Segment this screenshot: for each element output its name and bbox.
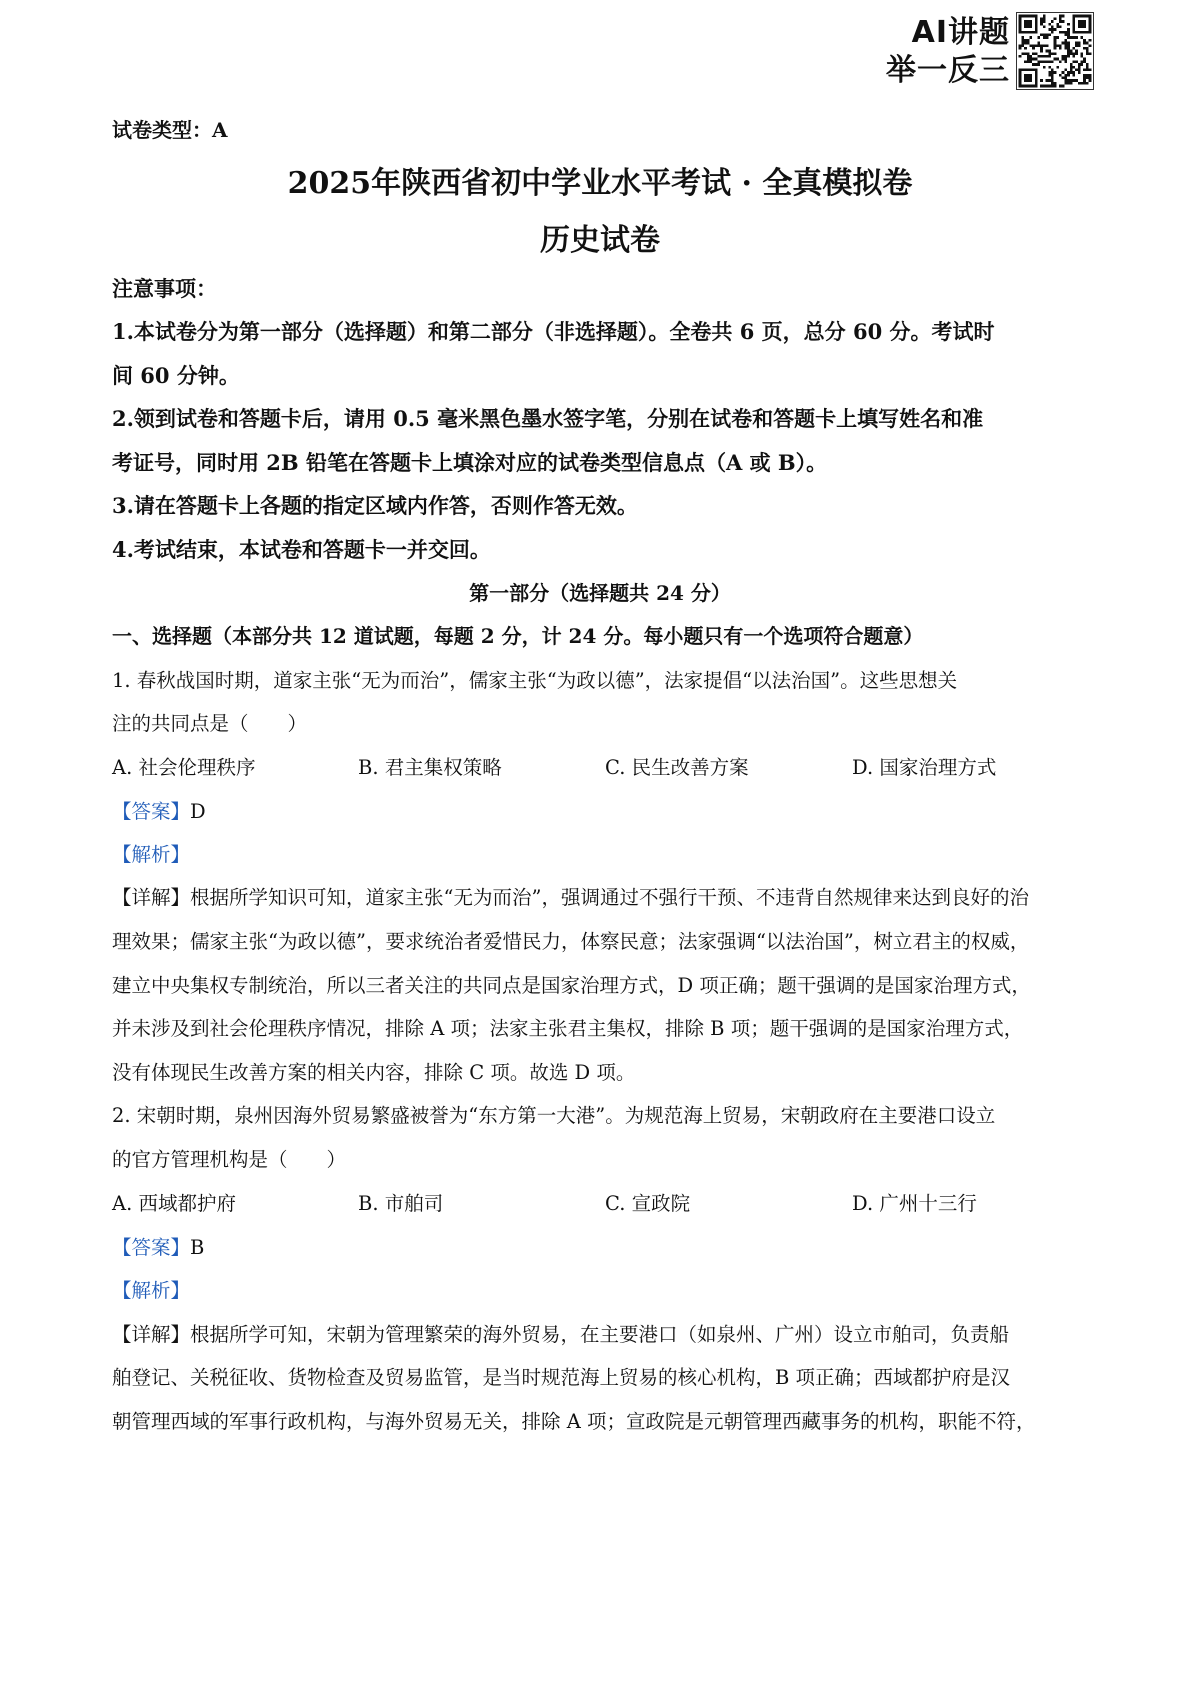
notice-line: 4.考试结束，本试卷和答题卡一并交回。 [112, 537, 491, 562]
ai-explain-badge[interactable] [872, 12, 1112, 94]
detail-line: 理效果；儒家主张“为政以德”，要求统治者爱惜民力，体察民意；法家强调“以法治国”，树立君主的权威， [112, 930, 1030, 953]
section-heading: 一、选择题（本部分共 12 道试题，每题 2 分，计 24 分。每小题只有一个选项符合题意） [112, 624, 924, 648]
detail-line: 并未涉及到社会伦理秩序情况，排除 A 项；法家主张君主集权，排除 B 项；题干强调的是国家治理方式， [112, 1017, 1024, 1040]
answer-row [112, 1232, 1100, 1260]
badge-line-1: AI讲题 [911, 15, 1010, 50]
detail-tag: 【详解】 [112, 886, 191, 909]
option-c: C. 民生改善方案 [605, 756, 749, 779]
option-d: D. 广州十三行 [852, 1192, 977, 1215]
paper-type: 试卷类型：A [112, 118, 228, 142]
option-c: C. 宣政院 [605, 1192, 691, 1215]
question-stem: 注的共同点是（ ） [112, 712, 308, 735]
badge-line-2: 举一反三 [886, 53, 1010, 88]
badge-text [872, 14, 1010, 90]
answer-value: B [190, 1236, 205, 1259]
option-b: B. 市舶司 [358, 1192, 444, 1215]
option-d: D. 国家治理方式 [852, 756, 997, 779]
detail-line: 朝管理西域的军事行政机构，与海外贸易无关，排除 A 项；宣政院是元朝管理西藏事务的机构，职能不符， [112, 1410, 1036, 1433]
detail-text: 根据所学知识可知，道家主张“无为而治”，强调通过不强行干预、不违背自然规律来达到良好的治 [190, 886, 1029, 909]
notice-line: 间 60 分钟。 [112, 363, 240, 388]
option-b: B. 君主集权策略 [358, 756, 502, 779]
analysis-tag: 【解析】 [112, 843, 191, 866]
qr-code-icon[interactable] [1016, 12, 1094, 90]
option-a: A. 西域都护府 [112, 1192, 236, 1215]
option-a: A. 社会伦理秩序 [112, 756, 256, 779]
detail-line [112, 882, 1100, 910]
answer-tag: 【答案】 [112, 800, 191, 823]
analysis-tag: 【解析】 [112, 1279, 191, 1302]
question-stem: 2. 宋朝时期，泉州因海外贸易繁盛被誉为“东方第一大港”。为规范海上贸易，宋朝政府在主要港口设立 [112, 1104, 996, 1127]
part-heading: 第一部分（选择题共 24 分） [469, 581, 731, 605]
detail-line: 没有体现民生改善方案的相关内容，排除 C 项。故选 D 项。 [112, 1061, 636, 1084]
answer-row [112, 796, 1100, 824]
notice-line: 2.领到试卷和答题卡后，请用 0.5 毫米黑色墨水签字笔，分别在试卷和答题卡上填写姓名和准 [112, 406, 984, 431]
question-stem: 1. 春秋战国时期，道家主张“无为而治”，儒家主张“为政以德”，法家提倡“以法治国”。这些思想关 [112, 669, 958, 692]
notice-heading: 注意事项： [112, 276, 217, 301]
detail-line [112, 1319, 1100, 1347]
detail-line: 舶登记、关税征收、货物检查及贸易监管，是当时规范海上贸易的核心机构，B 项正确；西域都护府是汉 [112, 1366, 1011, 1389]
page-title: 2025年陕西省初中学业水平考试 · 全真模拟卷 [287, 166, 913, 201]
question-stem: 的官方管理机构是（ ） [112, 1148, 347, 1171]
answer-value: D [190, 800, 206, 823]
notice-line: 3.请在答题卡上各题的指定区域内作答，否则作答无效。 [112, 493, 638, 518]
detail-text: 根据所学可知，宋朝为管理繁荣的海外贸易，在主要港口（如泉州、广州）设立市舶司，负责船 [190, 1323, 1010, 1346]
notice-line: 1.本试卷分为第一部分（选择题）和第二部分（非选择题）。全卷共 6 页，总分 60 分。考试时 [112, 319, 995, 344]
page-subtitle: 历史试卷 [540, 223, 660, 258]
detail-line: 建立中央集权专制统治，所以三者关注的共同点是国家治理方式，D 项正确；题干强调的是国家治理方式， [112, 974, 1031, 997]
answer-tag: 【答案】 [112, 1236, 191, 1259]
notice-line: 考证号，同时用 2B 铅笔在答题卡上填涂对应的试卷类型信息点（A 或 B）。 [112, 450, 828, 475]
detail-tag: 【详解】 [112, 1323, 191, 1346]
